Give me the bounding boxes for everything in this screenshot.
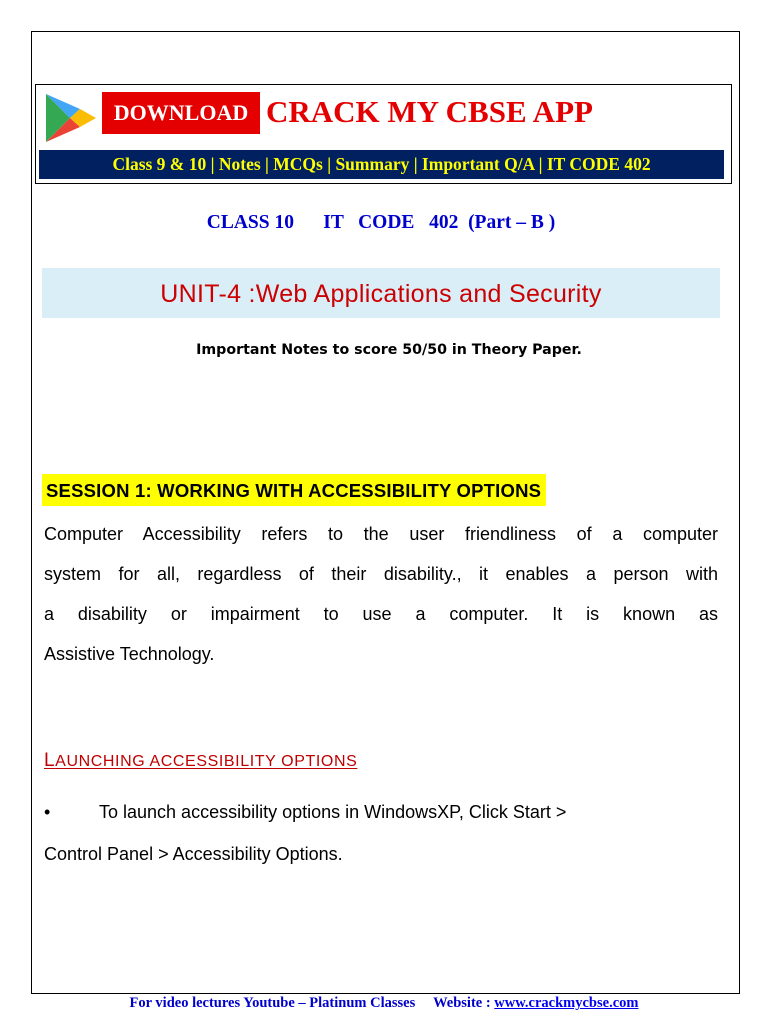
paragraph-line: a disability or impairment to use a computer. It is known as bbox=[44, 604, 718, 624]
bullet-icon: • bbox=[44, 802, 51, 822]
launching-heading-rest: AUNCHING ACCESSIBILITY OPTIONS bbox=[55, 753, 358, 770]
google-play-icon[interactable] bbox=[42, 92, 98, 144]
paragraph-line: Computer Accessibility refers to the user friendliness of a computer bbox=[44, 524, 718, 544]
session-heading: SESSION 1: WORKING WITH ACCESSIBILITY OPTIONS bbox=[42, 474, 546, 506]
bullet-text: To launch accessibility options in WindowsXP, Click Start > bbox=[99, 802, 567, 822]
paragraph-line: Assistive Technology. bbox=[44, 644, 215, 664]
unit-title: UNIT-4 :Web Applications and Security bbox=[42, 268, 720, 318]
notes-subtitle: Important Notes to score 50/50 in Theory Paper. bbox=[196, 342, 582, 358]
app-title: CRACK MY CBSE APP bbox=[266, 94, 593, 129]
topics-bar: Class 9 & 10 | Notes | MCQs | Summary | Important Q/A | IT CODE 402 bbox=[39, 150, 724, 179]
website-link[interactable]: www.crackmycbse.com bbox=[494, 995, 639, 1011]
page-footer bbox=[0, 995, 768, 1012]
class-line: CLASS 10 IT CODE 402 (Part – B ) bbox=[206, 212, 556, 233]
download-button[interactable]: DOWNLOAD bbox=[102, 92, 260, 134]
launching-heading bbox=[44, 750, 357, 772]
bullet-text-continued: Control Panel > Accessibility Options. bbox=[44, 844, 343, 864]
launching-heading-initial: L bbox=[44, 750, 56, 771]
paragraph-line: system for all, regardless of their disability., it enables a person with bbox=[44, 564, 718, 584]
footer-text: For video lectures Youtube – Platinum Classes Website : bbox=[129, 995, 495, 1011]
